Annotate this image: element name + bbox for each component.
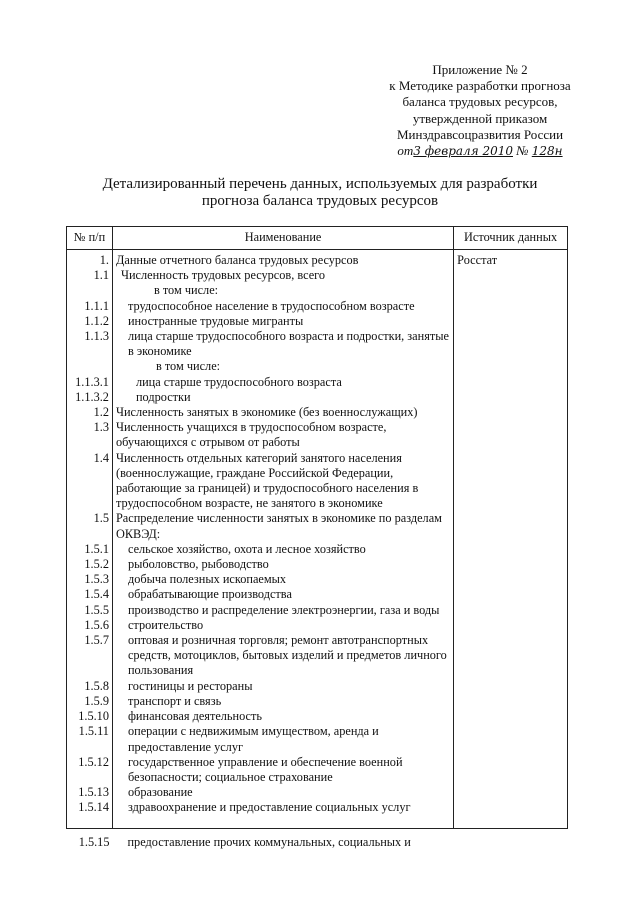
appendix-line: к Методике разработки прогноза — [389, 78, 571, 94]
row-source — [454, 359, 568, 374]
row-name-text: гостиницы и рестораны — [127, 678, 253, 693]
row-source — [454, 633, 568, 679]
row-source — [454, 375, 568, 390]
row-name-text: государственное управление и обеспечение военной безопасности; социальное страхование — [127, 754, 403, 784]
row-name — [112, 299, 453, 314]
row-name — [112, 268, 453, 283]
row-name-text: Численность занятых в экономике (без военнослужащих) — [115, 405, 418, 420]
row-number: 1.5 — [67, 511, 113, 541]
row-name — [112, 694, 453, 709]
row-name — [112, 828, 453, 850]
row-name — [112, 572, 453, 587]
table-row — [67, 755, 568, 785]
row-source — [454, 283, 568, 298]
row-name — [112, 724, 453, 754]
row-number: 1.5.5 — [67, 603, 113, 618]
row-name — [112, 755, 453, 785]
row-number: 1.5.8 — [67, 679, 113, 694]
row-source — [454, 557, 568, 572]
table-row — [67, 694, 568, 709]
table-body — [67, 250, 568, 850]
row-name — [112, 451, 453, 512]
row-source — [454, 603, 568, 618]
row-source: Росстат — [454, 250, 568, 269]
row-number — [67, 283, 113, 298]
row-name-text: обрабатывающие производства — [127, 587, 292, 602]
table-row — [67, 390, 568, 405]
table-row — [67, 633, 568, 679]
row-name — [112, 603, 453, 618]
row-number: 1.1 — [67, 268, 113, 283]
row-source — [454, 314, 568, 329]
table-header-row — [67, 227, 568, 250]
row-name — [112, 542, 453, 557]
table-row — [67, 603, 568, 618]
row-source — [454, 679, 568, 694]
row-name-text: лица старше трудоспособного возраста и подростки, занятые в экономике — [127, 329, 449, 359]
table-row — [67, 299, 568, 314]
row-source — [454, 329, 568, 359]
row-number: 1.1.3 — [67, 329, 113, 359]
gap-cell — [67, 816, 113, 829]
row-name — [112, 557, 453, 572]
table-row — [67, 511, 568, 541]
row-number: 1.5.13 — [67, 785, 113, 800]
data-table — [66, 226, 568, 850]
row-name-text: Распределение численности занятых в экономике по разделам ОКВЭД: — [115, 511, 442, 541]
table-row — [67, 587, 568, 602]
row-name — [112, 587, 453, 602]
row-name — [112, 511, 453, 541]
row-name — [112, 329, 453, 359]
header-source: Источник данных — [454, 227, 568, 250]
row-source — [454, 572, 568, 587]
row-name-text: подростки — [135, 389, 191, 404]
row-name-text: предоставление прочих коммунальных, социальных и — [127, 834, 411, 849]
row-name-text: Численность трудовых ресурсов, всего — [120, 268, 326, 283]
row-number: 1.4 — [67, 451, 113, 512]
row-name-text: трудоспособное население в трудоспособном возрасте — [127, 298, 415, 313]
header-name: Наименование — [112, 227, 453, 250]
row-name-text: Данные отчетного баланса трудовых ресурсов — [115, 253, 359, 267]
handwritten-date: 3 февраля 2010 — [413, 144, 513, 159]
row-source — [454, 724, 568, 754]
row-name — [112, 420, 453, 450]
table-row — [67, 451, 568, 512]
row-name — [112, 390, 453, 405]
row-name-text: иностранные трудовые мигранты — [127, 313, 304, 328]
row-name — [112, 679, 453, 694]
row-number: 1.2 — [67, 405, 113, 420]
row-number: 1.5.6 — [67, 618, 113, 633]
row-name-text: Численность отдельных категорий занятого населения (военнослужащие, граждане Российской Федерации, работающие за границей) и трудоспособного населения в трудоспособном возрасте, не занятого в экономике — [115, 450, 419, 511]
row-name — [112, 250, 453, 269]
appendix-line: утвержденной приказом — [412, 110, 548, 126]
row-number: 1.5.10 — [67, 709, 113, 724]
table-row — [67, 250, 568, 269]
row-name — [112, 785, 453, 800]
row-name-text: здравоохранение и предоставление социальных услуг — [127, 800, 411, 815]
row-number — [67, 359, 113, 374]
row-source — [454, 542, 568, 557]
row-source — [454, 511, 568, 541]
handwritten-number: 128н — [531, 144, 563, 159]
row-source — [454, 709, 568, 724]
row-number: 1.1.1 — [67, 299, 113, 314]
row-number: 1.1.2 — [67, 314, 113, 329]
row-name-text: операции с недвижимым имуществом, аренда и предоставление услуг — [127, 724, 379, 754]
row-name-text: добыча полезных ископаемых — [127, 572, 287, 587]
row-name — [112, 800, 453, 815]
appendix-block — [360, 62, 600, 159]
row-name-text: образование — [127, 785, 193, 800]
table-row — [67, 828, 568, 850]
row-name-text: лица старше трудоспособного возраста — [135, 374, 342, 389]
row-source — [454, 785, 568, 800]
row-name — [112, 375, 453, 390]
table-row — [67, 618, 568, 633]
row-name — [112, 618, 453, 633]
row-name-text: в том числе: — [153, 283, 219, 298]
table-row — [67, 314, 568, 329]
row-number: 1.5.15 — [78, 834, 110, 849]
document-title — [40, 176, 600, 210]
header-number: № п/п — [67, 227, 113, 250]
appendix-line: баланса трудовых ресурсов, — [402, 94, 558, 110]
table-row — [67, 785, 568, 800]
row-number: 1.1.3.1 — [67, 375, 113, 390]
row-name — [112, 359, 453, 374]
row-name-text: Численность учащихся в трудоспособном возрасте, обучающихся с отрывом от работы — [115, 420, 387, 450]
row-number: 1.5.2 — [67, 557, 113, 572]
table-row — [67, 709, 568, 724]
table-row — [67, 375, 568, 390]
row-source — [454, 800, 568, 815]
row-name-text: оптовая и розничная торговля; ремонт автотранспортных средств, мотоциклов, бытовых изделий и предметов личного пользования — [127, 633, 447, 678]
row-number: 1.5.3 — [67, 572, 113, 587]
row-name-text: транспорт и связь — [127, 693, 222, 708]
title-line-1: Детализированный перечень данных, используемых для разработки — [102, 176, 538, 192]
row-number: 1.5.12 — [67, 755, 113, 785]
row-number: 1.5.14 — [67, 800, 113, 815]
row-number: 1. — [67, 250, 113, 269]
title-line-2: прогноза баланса трудовых ресурсов — [201, 193, 439, 209]
sign-no-label: № — [516, 143, 529, 159]
table-row — [67, 359, 568, 374]
row-name-text: строительство — [127, 617, 204, 632]
row-name — [112, 314, 453, 329]
row-name — [112, 709, 453, 724]
row-source — [454, 587, 568, 602]
table-row — [67, 724, 568, 754]
row-name — [112, 633, 453, 679]
gap-cell — [112, 816, 453, 829]
row-number: 1.5.9 — [67, 694, 113, 709]
table-row — [67, 542, 568, 557]
appendix-line: Минздравсоцразвития России — [396, 126, 564, 142]
sign-prefix: от — [397, 143, 414, 159]
appendix-line: Приложение № 2 — [432, 62, 528, 77]
gap-cell — [454, 816, 568, 829]
row-name-text: рыболовство, рыбоводство — [127, 557, 269, 572]
row-name-text: в том числе: — [155, 359, 221, 374]
row-number: 1.5.1 — [67, 542, 113, 557]
row-number: 1.1.3.2 — [67, 390, 113, 405]
table-row — [67, 420, 568, 450]
row-number: 1.3 — [67, 420, 113, 450]
table-row — [67, 283, 568, 298]
row-source — [454, 618, 568, 633]
table-row — [67, 800, 568, 815]
table-row — [67, 679, 568, 694]
row-source — [454, 405, 568, 420]
row-source — [454, 755, 568, 785]
table-row — [67, 557, 568, 572]
row-number: 1.5.11 — [67, 724, 113, 754]
row-name-text: производство и распределение электроэнергии, газа и воды — [127, 602, 440, 617]
table-row — [67, 329, 568, 359]
table-gap-row — [67, 816, 568, 829]
row-name — [112, 405, 453, 420]
row-number: 1.5.7 — [67, 633, 113, 679]
row-number: 1.5.4 — [67, 587, 113, 602]
row-name-text: финансовая деятельность — [127, 709, 262, 724]
row-source — [454, 390, 568, 405]
table-row — [67, 405, 568, 420]
row-source — [454, 694, 568, 709]
row-name-text: сельское хозяйство, охота и лесное хозяйство — [127, 541, 366, 556]
table-row — [67, 572, 568, 587]
table-row — [67, 268, 568, 283]
row-source — [454, 268, 568, 283]
row-source — [454, 451, 568, 512]
row-name — [112, 283, 453, 298]
row-source — [454, 420, 568, 450]
row-source — [454, 828, 568, 850]
order-signature-line — [360, 143, 600, 159]
row-source — [454, 299, 568, 314]
